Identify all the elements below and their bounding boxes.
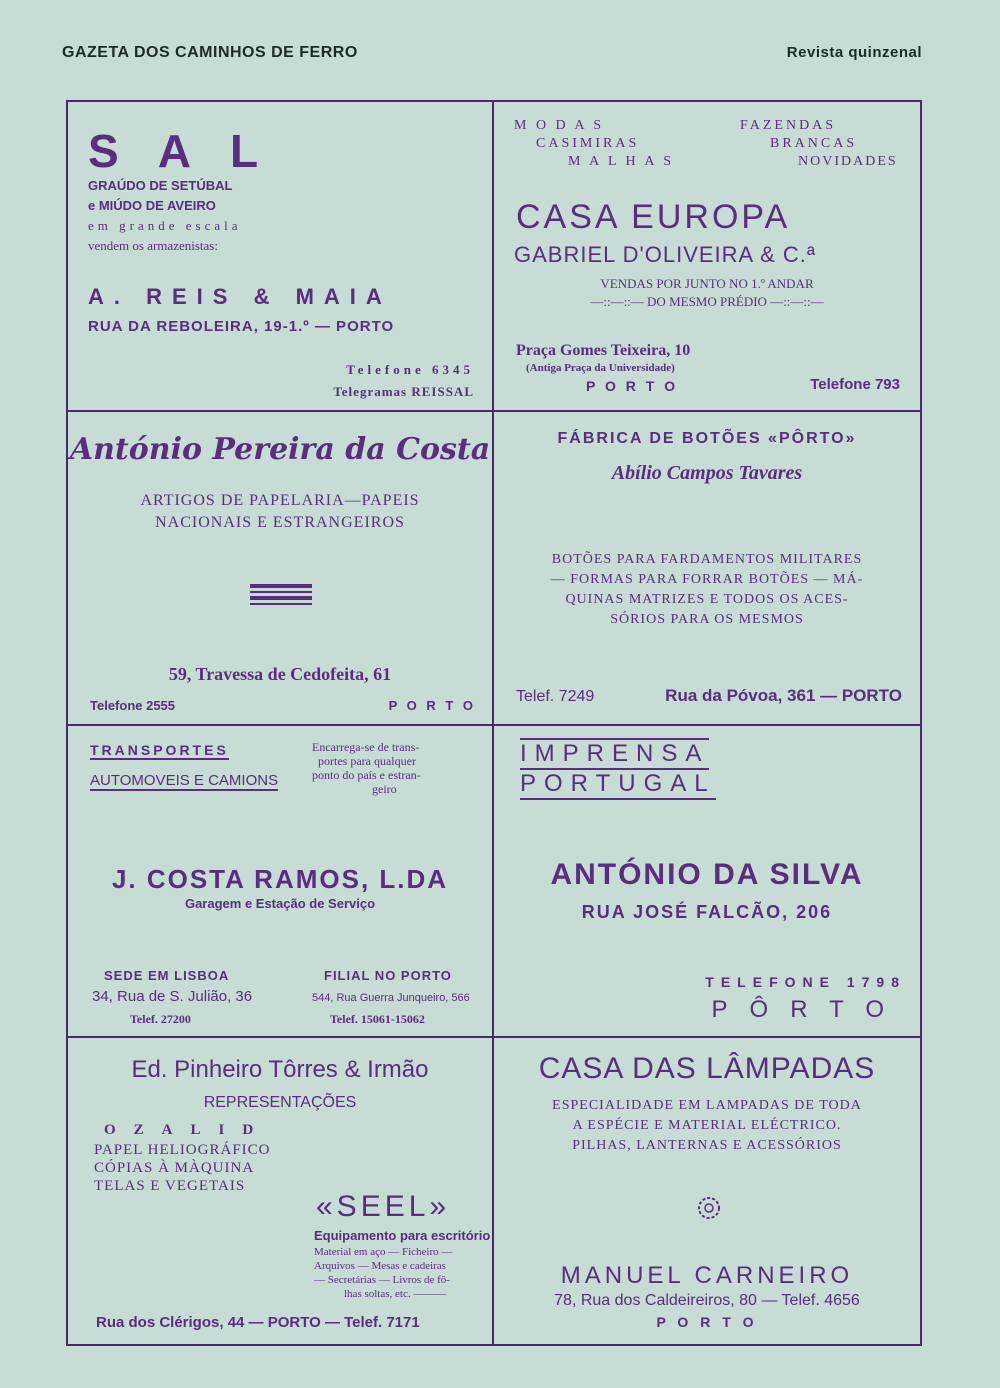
ramos-note3: ponto do país e estran- bbox=[312, 768, 421, 782]
botoes-owner: Abílio Campos Tavares bbox=[611, 462, 803, 484]
europa-tag-modas: M O D A S bbox=[514, 118, 605, 133]
costa-ornament bbox=[250, 584, 312, 605]
sal-title: S A L bbox=[88, 125, 273, 177]
imprensa-phone: TELEFONE 1798 bbox=[705, 974, 906, 990]
ad-imprensa-portugal bbox=[492, 724, 922, 1038]
botoes-desc3: QUINAS MATRIZES E TODOS OS ACES- bbox=[565, 592, 849, 607]
europa-tag-fazendas: FAZENDAS bbox=[740, 118, 837, 133]
botoes-title: FÁBRICA DE BOTÕES «PÔRTO» bbox=[557, 430, 857, 447]
ad-casa-europa bbox=[492, 100, 922, 412]
ramos-porto-phone: Telef. 15061-15062 bbox=[330, 1012, 425, 1026]
sal-line3: em grande escala bbox=[88, 218, 242, 233]
torres-name: Ed. Pinheiro Tôrres & Irmão bbox=[131, 1056, 429, 1083]
torres-seel3: — Secretárias — Livros de fô- bbox=[314, 1274, 450, 1286]
ramos-name: J. COSTA RAMOS, L.DA bbox=[111, 864, 449, 894]
lampadas-desc1: ESPECIALIDADE EM LAMPADAS DE TODA bbox=[552, 1098, 862, 1113]
sal-line1: GRAÚDO DE SETÚBAL bbox=[88, 178, 233, 193]
torres-item3: TELAS E VEGETAIS bbox=[94, 1178, 246, 1194]
europa-sales2: —::—::— DO MESMO PRÉDIO —::—::— bbox=[590, 294, 824, 309]
botoes-phone: Telef. 7249 bbox=[516, 688, 595, 705]
sal-phone: Telefone 6345 bbox=[346, 362, 474, 377]
imprensa-city: PÔRTO bbox=[711, 996, 906, 1023]
europa-tag-malhas: M A L H A S bbox=[568, 154, 675, 169]
ramos-note1: Encarrega-se de trans- bbox=[312, 740, 420, 754]
sal-address: RUA DA REBOLEIRA, 19-1.º — PORTO bbox=[88, 318, 395, 335]
ramos-note2: portes para qualquer bbox=[318, 754, 416, 768]
lampadas-name: CASA DAS LÂMPADAS bbox=[538, 1052, 876, 1085]
europa-owner: GABRIEL D'OLIVEIRA & C.ª bbox=[514, 242, 817, 267]
costa-city: P O R T O bbox=[388, 698, 476, 713]
lampadas-owner: MANUEL CARNEIRO bbox=[560, 1262, 854, 1289]
imprensa-line2: PORTUGAL bbox=[520, 770, 716, 800]
ad-costa-ramos bbox=[66, 724, 494, 1038]
journal-subtitle: Revista quinzenal bbox=[786, 44, 922, 61]
torres-sub: REPRESENTAÇÕES bbox=[203, 1094, 357, 1111]
torres-seel4: lhas soltas, etc. ——— bbox=[344, 1288, 447, 1300]
ramos-lisboa-addr: 34, Rua de S. Julião, 36 bbox=[92, 988, 253, 1005]
costa-desc2: NACIONAIS E ESTRANGEIROS bbox=[155, 514, 405, 531]
ad-sal bbox=[66, 100, 494, 412]
lampadas-city: P O R T O bbox=[656, 1314, 758, 1330]
journal-title: GAZETA DOS CAMINHOS DE FERRO bbox=[62, 44, 358, 61]
ramos-sub: Garagem e Estação de Serviço bbox=[184, 896, 376, 911]
botoes-desc1: BOTÕES PARA FARDAMENTOS MILITARES bbox=[551, 552, 863, 567]
torres-brand: OZALID bbox=[104, 1122, 272, 1138]
europa-address-note: (Antiga Praça da Universidade) bbox=[526, 362, 675, 374]
ramos-porto-head: FILIAL NO PORTO bbox=[324, 968, 452, 983]
ads-grid bbox=[66, 100, 922, 1346]
sal-line2: e MIÚDO DE AVEIRO bbox=[88, 198, 216, 213]
lampadas-address: 78, Rua dos Caldeireiros, 80 — Telef. 4656 bbox=[554, 1292, 860, 1309]
europa-address: Praça Gomes Teixeira, 10 bbox=[516, 342, 691, 359]
costa-desc1: ARTIGOS DE PAPELARIA—PAPEIS bbox=[140, 492, 420, 509]
imprensa-line1: IMPRENSA bbox=[520, 738, 709, 770]
ramos-lisboa-head: SEDE EM LISBOA bbox=[104, 968, 230, 983]
europa-phone: Telefone 793 bbox=[810, 376, 900, 393]
europa-name: CASA EUROPA bbox=[516, 198, 791, 236]
torres-seel1: Material em aço — Ficheiro — bbox=[314, 1246, 453, 1258]
imprensa-name: ANTÓNIO DA SILVA bbox=[550, 858, 864, 891]
ramos-lisboa-phone: Telef. 27200 bbox=[130, 1012, 191, 1026]
europa-sales1: VENDAS POR JUNTO NO 1.º ANDAR bbox=[600, 276, 814, 291]
torres-seel-sub: Equipamento para escritório bbox=[314, 1228, 491, 1243]
costa-address: 59, Travessa de Cedofeita, 61 bbox=[168, 664, 392, 684]
torres-seel2: Arquivos — Mesas e cadeiras bbox=[314, 1260, 446, 1272]
botoes-address: Rua da Póvoa, 361 — PORTO bbox=[665, 686, 902, 705]
ad-casa-lampadas bbox=[492, 1036, 922, 1346]
torres-item2: CÓPIAS À MÀQUINA bbox=[94, 1160, 255, 1176]
imprensa-address: RUA JOSÉ FALCÃO, 206 bbox=[581, 902, 833, 922]
europa-tag-novidades: NOVIDADES bbox=[798, 154, 898, 169]
sal-line4: vendem os armazenistas: bbox=[88, 238, 218, 253]
ornament-icon bbox=[695, 1194, 723, 1222]
costa-name: António Pereira da Costa bbox=[69, 432, 491, 467]
sal-company: A. REIS & MAIA bbox=[88, 284, 392, 309]
botoes-desc2: — FORMAS PARA FORRAR BOTÕES — MÁ- bbox=[550, 572, 864, 587]
europa-city: P O R T O bbox=[586, 378, 679, 394]
botoes-desc4: SÓRIOS PARA OS MESMOS bbox=[610, 612, 804, 627]
ramos-note4: geiro bbox=[372, 782, 397, 796]
sal-telegram: Telegramas REISSAL bbox=[333, 384, 474, 399]
ad-pereira-costa bbox=[66, 410, 494, 726]
torres-item1: PAPEL HELIOGRÁFICO bbox=[94, 1142, 271, 1158]
torres-footer: Rua dos Clérigos, 44 — PORTO — Telef. 7171 bbox=[96, 1314, 420, 1331]
ad-fabrica-botoes bbox=[492, 410, 922, 726]
ramos-head2: AUTOMOVEIS E CAMIONS bbox=[90, 772, 279, 789]
lampadas-desc2: A ESPÉCIE E MATERIAL ELÉCTRICO. bbox=[572, 1118, 842, 1133]
torres-seel: «SEEL» bbox=[316, 1190, 451, 1223]
costa-phone: Telefone 2555 bbox=[90, 698, 176, 713]
europa-tag-casimiras: CASIMIRAS bbox=[536, 136, 640, 151]
ad-pinheiro-torres bbox=[66, 1036, 494, 1346]
ramos-head1: TRANSPORTES bbox=[90, 742, 229, 758]
europa-tag-brancas: BRANCAS bbox=[770, 136, 858, 151]
ramos-porto-addr: 544, Rua Guerra Junqueiro, 566 bbox=[312, 992, 470, 1004]
lampadas-desc3: PILHAS, LANTERNAS E ACESSÓRIOS bbox=[572, 1138, 842, 1153]
